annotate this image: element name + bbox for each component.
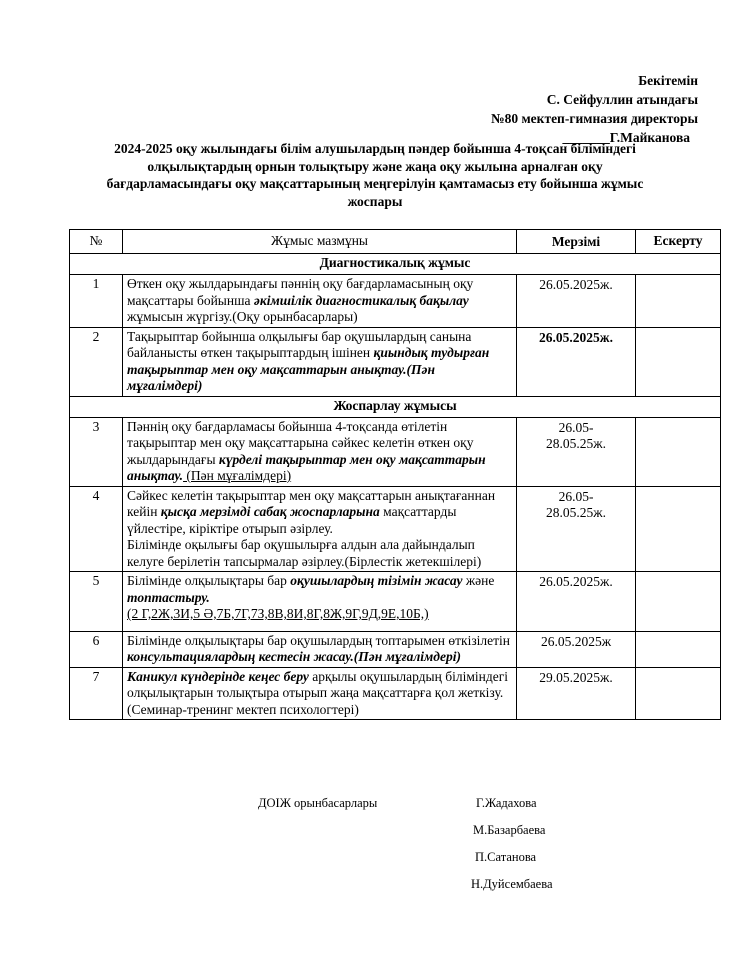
row-task: Білімінде олқылықтары бар оқушылардың топтарымен өткізілетін консультациялардың кестесін жасау.(Пән мұғалімдері) <box>123 631 517 667</box>
row-task: Сәйкес келетін тақырыптар мен оқу мақсаттарын анықтағаннан кейін қысқа мерзімді сабақ жоспарларына мақсаттарды үйлестіре, кіріктіре отырып әзірлеу. Білімінде оқылығы бар оқушылырға алдын ала дайындалып келуге берілетін тапсырмалар әзірлеу.(Бірлестік жетекшілері) <box>123 486 517 572</box>
row-note <box>636 275 721 328</box>
section-diagnostic: Диагностикалық жұмыс <box>70 254 721 275</box>
row-note <box>636 486 721 572</box>
approval-school: С. Сейфуллин атындағы <box>546 92 698 107</box>
signature-name: П.Сатанова <box>475 850 537 864</box>
row-task: Пәннің оқу бағдарламасы бойынша 4-тоқсанда өтілетін тақырыптар мен оқу мақсаттарына сәйкес келетін өткен оқу жылдарындағы күрделі тақырыптар мен оқу мақсаттарын анықтау. (Пән мұғалімдері) <box>123 417 517 486</box>
row-number: 2 <box>70 327 123 396</box>
row-note <box>636 572 721 632</box>
row-deadline: 26.05- 28.05.25ж. <box>517 417 636 486</box>
table-header-row <box>70 230 721 254</box>
row-note <box>636 667 721 720</box>
row-deadline: 29.05.2025ж. <box>517 667 636 720</box>
row-deadline: 26.05- 28.05.25ж. <box>517 486 636 572</box>
table-row <box>70 631 721 667</box>
signature-name: Г.Жадахова <box>476 796 537 810</box>
approval-block <box>491 71 698 147</box>
row-task: Білімінде олқылықтары бар оқушылардың тізімін жасау және топтастыру. (2 Г,2Ж,3И,5 Ә,7Б,7Г,7З,8В,8И,8Г,8Ж,9Г,9Д,9Е,10Б,) <box>123 572 517 632</box>
header-number: № <box>70 230 123 254</box>
signature-name: М.Базарбаева <box>473 823 546 837</box>
plan-table <box>69 229 721 720</box>
row-task: Каникул күндерінде кеңес беру арқылы оқушылардың біліміндегі олқылықтарын толықтыра отырып жаңа мақсаттарға қол жеткізу.(Семинар-тренинг мектеп психологтері) <box>123 667 517 720</box>
table-row <box>70 572 721 632</box>
signature-name: Н.Дуйсембаева <box>471 877 553 891</box>
row-task: Тақырыптар бойынша олқылығы бар оқушылардың санына байланысты өткен тақырыптардың ішінен қиындық тудырған тақырыптар мен оқу мақсаттарын анықтау.(Пән мұғалімдері) <box>123 327 517 396</box>
row-task: Өткен оқу жылдарындағы пәннің оқу бағдарламасының оқу мақсаттары бойынша әкімшілік диагностикалық бақылау жұмысын жүргізу.(Оқу орынбасарлары) <box>123 275 517 328</box>
row-note <box>636 417 721 486</box>
table-row <box>70 275 721 328</box>
signature-role: ДОІЖ орынбасарлары <box>258 796 378 810</box>
row-note <box>636 631 721 667</box>
header-task: Жұмыс мазмұны <box>123 230 517 254</box>
row-deadline: 26.05.2025ж. <box>517 275 636 328</box>
row-deadline: 26.05.2025ж. <box>517 572 636 632</box>
row-number: 1 <box>70 275 123 328</box>
row-number: 5 <box>70 572 123 632</box>
row-deadline: 26.05.2025ж. <box>517 327 636 396</box>
row-number: 6 <box>70 631 123 667</box>
row-number: 7 <box>70 667 123 720</box>
row-note <box>636 327 721 396</box>
approval-signature: _______Г.Майканова <box>562 130 690 145</box>
header-deadline: Мерзімі <box>517 230 636 254</box>
table-row <box>70 327 721 396</box>
row-number: 3 <box>70 417 123 486</box>
section-planning: Жоспарлау жұмысы <box>70 396 721 417</box>
table-row <box>70 486 721 572</box>
table-row <box>70 667 721 720</box>
row-deadline: 26.05.2025ж <box>517 631 636 667</box>
document-title: 2024-2025 оқу жылындағы білім алушылардың пәндер бойынша 4-тоқсан біліміндегі олқылықтардың орнын толықтыру және жаңа оқу жылына арналған оқу бағдарламасындағы оқу мақсаттарының меңгерілуін қамтамасыз ету бойынша жұмыс жоспары <box>106 141 644 209</box>
table-row <box>70 417 721 486</box>
row-number: 4 <box>70 486 123 572</box>
approval-heading: Бекітемін <box>638 73 698 88</box>
header-note: Ескерту <box>636 230 721 254</box>
approval-director: №80 мектеп-гимназия директоры <box>491 111 698 126</box>
